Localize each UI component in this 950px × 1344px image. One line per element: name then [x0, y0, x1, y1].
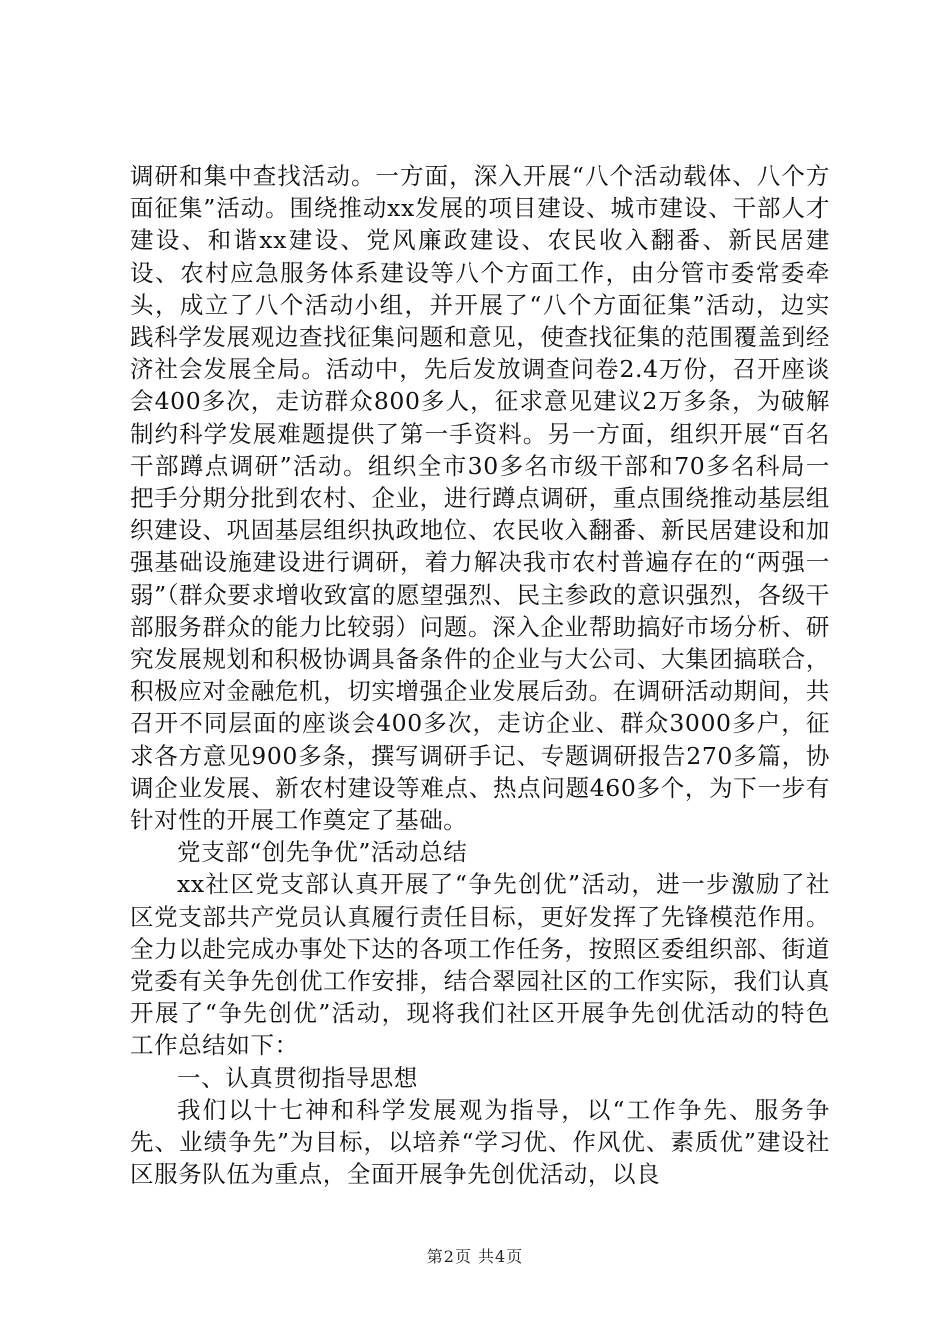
section-heading: 一、认真贯彻指导思想: [177, 1063, 418, 1092]
body-paragraph-continuation: 调研和集中查找活动。一方面，深入开展“八个活动载体、八个方面征集”活动。围绕推动xx发展的项目建设、城市建设、干部人才建设、和谐xx建设、党风廉政建设、农民收入翻番、新民居建设、农村应急服务体系建设等八个方面工作，由分管市委常委牵头，成立了八个活动小组，并开展了“八个方面征集”活动，边实践科学发展观边查找征集问题和意见，使查找征集的范围覆盖到经济社会发展全局。活动中，先后发放调查问卷2.4万份，召开座谈会400多次，走访群众800多人，征求意见建议2万多条，为破解制约科学发展难题提供了第一手资料。另一方面，组织开展“百名干部蹲点调研”活动。组织全市30多名市级干部和70多名科局一把手分期分批到农村、企业，进行蹲点调研，重点围绕推动基层组织建设、巩固基层组织执政地位、农民收入翻番、新民居建设和加强基础设施建设进行调研，着力解决我市农村普遍存在的“两强一弱”（群众要求增收致富的愿望强烈、民主参政的意识强烈，各级干部服务群众的能力比较弱）问题。深入企业帮助搞好市场分析、研究发展规划和积极协调具备条件的企业与大公司、大集团搞联合，积极应对金融危机，切实增强企业发展后劲。在调研活动期间，共召开不同层面的座谈会400多次，走访企业、群众3000多户，征求各方意见900多条，撰写调研手记、专题调研报告270多篇，协调企业发展、新农村建设等难点、热点问题460多个，为下一步有针对性的开展工作奠定了基础。: [130, 162, 830, 835]
body-paragraph-guideline: 我们以十七神和科学发展观为指导，以“工作争先、服务争先、业绩争先”为目标，以培养“学习优、作风优、素质优”建设社区服务队伍为重点，全面开展争先创优活动，以良: [130, 1095, 830, 1189]
document-body: [130, 160, 830, 1191]
section-title: 党支部“创先争优”活动总结: [177, 838, 468, 867]
page-number-footer: 第2页 共4页: [426, 1247, 524, 1266]
body-paragraph-intro: xx社区党支部认真开展了“争先创优”活动，进一步激励了社区党支部共产党员认真履行责任目标，更好发挥了先锋模范作用。全力以赴完成办事处下达的各项工作任务，按照区委组织部、街道党委有关争先创优工作安排，结合翠园社区的工作实际，我们认真开展了“争先创优”活动，现将我们社区开展争先创优活动的特色工作总结如下：: [130, 870, 830, 1060]
